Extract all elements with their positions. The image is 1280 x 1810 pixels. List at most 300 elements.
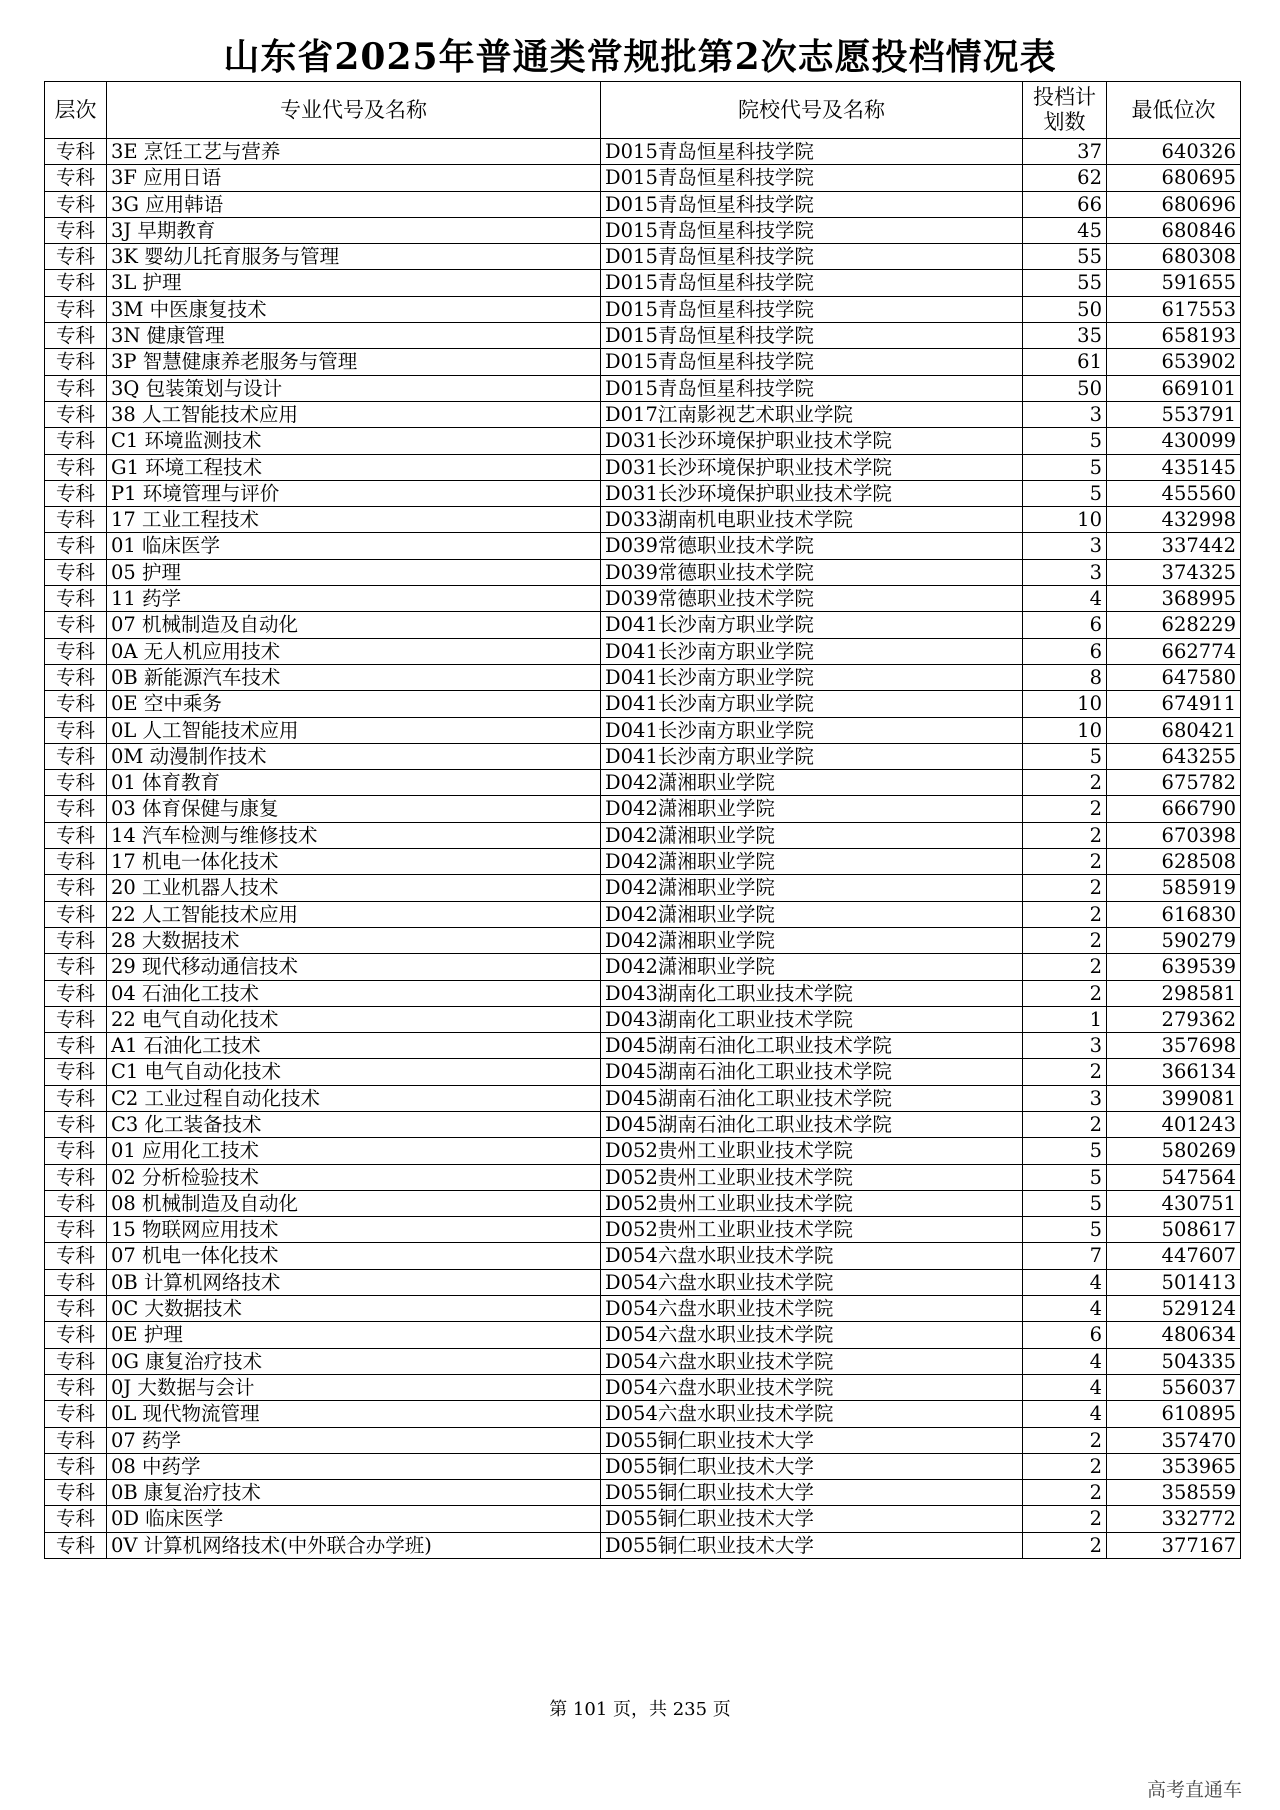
cell-plan: 5 <box>1023 428 1107 454</box>
cell-plan: 2 <box>1023 1059 1107 1085</box>
table-row <box>45 296 1241 322</box>
table-row <box>45 244 1241 270</box>
cell-level: 专科 <box>45 559 107 585</box>
cell-rank: 590279 <box>1107 927 1241 953</box>
cell-level: 专科 <box>45 1322 107 1348</box>
cell-rank: 670398 <box>1107 822 1241 848</box>
cell-school: D055铜仁职业技术大学 <box>601 1480 1023 1506</box>
cell-plan: 5 <box>1023 454 1107 480</box>
cell-rank: 357698 <box>1107 1033 1241 1059</box>
cell-rank: 447607 <box>1107 1243 1241 1269</box>
cell-major: 0E 空中乘务 <box>107 691 601 717</box>
cell-major: 3J 早期教育 <box>107 217 601 243</box>
table-row <box>45 717 1241 743</box>
cell-rank: 368995 <box>1107 586 1241 612</box>
cell-school: D039常德职业技术学院 <box>601 559 1023 585</box>
table-row <box>45 1427 1241 1453</box>
cell-level: 专科 <box>45 743 107 769</box>
cell-rank: 639539 <box>1107 954 1241 980</box>
cell-major: 0L 现代物流管理 <box>107 1401 601 1427</box>
cell-level: 专科 <box>45 586 107 612</box>
cell-level: 专科 <box>45 507 107 533</box>
admission-table <box>44 81 1241 1559</box>
cell-major: P1 环境管理与评价 <box>107 480 601 506</box>
cell-plan: 37 <box>1023 139 1107 165</box>
header-plan-line1: 投档计 <box>1033 85 1096 109</box>
table-row <box>45 1111 1241 1137</box>
cell-school: D042潇湘职业学院 <box>601 875 1023 901</box>
cell-major: 08 中药学 <box>107 1453 601 1479</box>
cell-school: D054六盘水职业技术学院 <box>601 1401 1023 1427</box>
cell-major: 22 人工智能技术应用 <box>107 901 601 927</box>
cell-rank: 680421 <box>1107 717 1241 743</box>
cell-rank: 669101 <box>1107 375 1241 401</box>
cell-plan: 2 <box>1023 770 1107 796</box>
cell-school: D031长沙环境保护职业技术学院 <box>601 480 1023 506</box>
cell-plan: 5 <box>1023 1164 1107 1190</box>
table-row <box>45 743 1241 769</box>
cell-major: 3M 中医康复技术 <box>107 296 601 322</box>
table-row <box>45 480 1241 506</box>
table-row <box>45 586 1241 612</box>
cell-plan: 3 <box>1023 533 1107 559</box>
cell-school: D045湖南石油化工职业技术学院 <box>601 1033 1023 1059</box>
table-row <box>45 1006 1241 1032</box>
cell-rank: 432998 <box>1107 507 1241 533</box>
cell-major: 07 机械制造及自动化 <box>107 612 601 638</box>
cell-major: 3P 智慧健康养老服务与管理 <box>107 349 601 375</box>
cell-level: 专科 <box>45 1401 107 1427</box>
cell-level: 专科 <box>45 1506 107 1532</box>
page-footer: 第 101 页，共 235 页 <box>549 1699 731 1720</box>
cell-level: 专科 <box>45 1111 107 1137</box>
cell-school: D039常德职业技术学院 <box>601 586 1023 612</box>
cell-school: D042潇湘职业学院 <box>601 954 1023 980</box>
cell-school: D042潇湘职业学院 <box>601 796 1023 822</box>
cell-major: 07 药学 <box>107 1427 601 1453</box>
cell-rank: 680846 <box>1107 217 1241 243</box>
cell-major: 15 物联网应用技术 <box>107 1217 601 1243</box>
cell-school: D052贵州工业职业技术学院 <box>601 1217 1023 1243</box>
cell-level: 专科 <box>45 849 107 875</box>
cell-school: D052贵州工业职业技术学院 <box>601 1138 1023 1164</box>
cell-level: 专科 <box>45 270 107 296</box>
cell-major: A1 石油化工技术 <box>107 1033 601 1059</box>
table-row <box>45 270 1241 296</box>
table-row <box>45 1033 1241 1059</box>
table-row <box>45 349 1241 375</box>
cell-school: D054六盘水职业技术学院 <box>601 1243 1023 1269</box>
cell-school: D015青岛恒星科技学院 <box>601 191 1023 217</box>
cell-rank: 435145 <box>1107 454 1241 480</box>
cell-major: C1 环境监测技术 <box>107 428 601 454</box>
cell-school: D041长沙南方职业学院 <box>601 691 1023 717</box>
cell-level: 专科 <box>45 1427 107 1453</box>
table-row <box>45 1374 1241 1400</box>
cell-rank: 401243 <box>1107 1111 1241 1137</box>
table-row <box>45 1138 1241 1164</box>
cell-major: 3L 护理 <box>107 270 601 296</box>
table-row <box>45 954 1241 980</box>
cell-school: D054六盘水职业技术学院 <box>601 1348 1023 1374</box>
cell-major: 08 机械制造及自动化 <box>107 1190 601 1216</box>
cell-plan: 55 <box>1023 270 1107 296</box>
cell-school: D015青岛恒星科技学院 <box>601 217 1023 243</box>
cell-major: 0B 康复治疗技术 <box>107 1480 601 1506</box>
cell-rank: 508617 <box>1107 1217 1241 1243</box>
cell-major: 0B 新能源汽车技术 <box>107 664 601 690</box>
cell-school: D054六盘水职业技术学院 <box>601 1374 1023 1400</box>
cell-school: D043湖南化工职业技术学院 <box>601 1006 1023 1032</box>
table-row <box>45 454 1241 480</box>
table-row <box>45 1164 1241 1190</box>
cell-rank: 585919 <box>1107 875 1241 901</box>
cell-level: 专科 <box>45 1453 107 1479</box>
table-row <box>45 1348 1241 1374</box>
cell-plan: 55 <box>1023 244 1107 270</box>
cell-school: D042潇湘职业学院 <box>601 822 1023 848</box>
cell-level: 专科 <box>45 480 107 506</box>
cell-rank: 591655 <box>1107 270 1241 296</box>
cell-school: D015青岛恒星科技学院 <box>601 270 1023 296</box>
cell-plan: 62 <box>1023 165 1107 191</box>
cell-level: 专科 <box>45 1374 107 1400</box>
cell-plan: 3 <box>1023 401 1107 427</box>
table-row <box>45 559 1241 585</box>
table-row <box>45 507 1241 533</box>
table-row <box>45 1453 1241 1479</box>
cell-rank: 643255 <box>1107 743 1241 769</box>
cell-school: D045湖南石油化工职业技术学院 <box>601 1111 1023 1137</box>
cell-level: 专科 <box>45 191 107 217</box>
header-plan <box>1023 82 1107 139</box>
cell-plan: 4 <box>1023 1348 1107 1374</box>
cell-school: D017江南影视艺术职业学院 <box>601 401 1023 427</box>
cell-major: C1 电气自动化技术 <box>107 1059 601 1085</box>
cell-major: 28 大数据技术 <box>107 927 601 953</box>
cell-plan: 8 <box>1023 664 1107 690</box>
cell-plan: 2 <box>1023 1427 1107 1453</box>
cell-level: 专科 <box>45 691 107 717</box>
cell-plan: 50 <box>1023 375 1107 401</box>
cell-plan: 7 <box>1023 1243 1107 1269</box>
cell-level: 专科 <box>45 1243 107 1269</box>
cell-school: D045湖南石油化工职业技术学院 <box>601 1059 1023 1085</box>
cell-plan: 10 <box>1023 507 1107 533</box>
cell-level: 专科 <box>45 1190 107 1216</box>
cell-major: 3K 婴幼儿托育服务与管理 <box>107 244 601 270</box>
cell-school: D055铜仁职业技术大学 <box>601 1427 1023 1453</box>
cell-level: 专科 <box>45 1006 107 1032</box>
cell-major: 38 人工智能技术应用 <box>107 401 601 427</box>
cell-major: 05 护理 <box>107 559 601 585</box>
cell-level: 专科 <box>45 165 107 191</box>
cell-level: 专科 <box>45 927 107 953</box>
cell-plan: 66 <box>1023 191 1107 217</box>
table-row <box>45 638 1241 664</box>
cell-major: 0V 计算机网络技术(中外联合办学班) <box>107 1532 601 1558</box>
cell-rank: 647580 <box>1107 664 1241 690</box>
cell-major: 02 分析检验技术 <box>107 1164 601 1190</box>
cell-plan: 6 <box>1023 1322 1107 1348</box>
cell-rank: 501413 <box>1107 1269 1241 1295</box>
cell-major: 03 体育保健与康复 <box>107 796 601 822</box>
table-row <box>45 323 1241 349</box>
cell-school: D052贵州工业职业技术学院 <box>601 1164 1023 1190</box>
table-row <box>45 612 1241 638</box>
cell-major: 11 药学 <box>107 586 601 612</box>
cell-plan: 35 <box>1023 323 1107 349</box>
cell-plan: 3 <box>1023 559 1107 585</box>
table-row <box>45 1401 1241 1427</box>
cell-rank: 628508 <box>1107 849 1241 875</box>
cell-plan: 2 <box>1023 927 1107 953</box>
cell-level: 专科 <box>45 1085 107 1111</box>
cell-plan: 1 <box>1023 1006 1107 1032</box>
table-row <box>45 770 1241 796</box>
cell-rank: 640326 <box>1107 139 1241 165</box>
cell-plan: 4 <box>1023 1296 1107 1322</box>
cell-level: 专科 <box>45 454 107 480</box>
cell-rank: 616830 <box>1107 901 1241 927</box>
cell-level: 专科 <box>45 1164 107 1190</box>
cell-level: 专科 <box>45 1217 107 1243</box>
cell-plan: 2 <box>1023 1453 1107 1479</box>
cell-rank: 504335 <box>1107 1348 1241 1374</box>
cell-rank: 430751 <box>1107 1190 1241 1216</box>
table-row <box>45 375 1241 401</box>
table-row <box>45 401 1241 427</box>
cell-rank: 332772 <box>1107 1506 1241 1532</box>
table-row <box>45 1085 1241 1111</box>
cell-plan: 4 <box>1023 586 1107 612</box>
cell-major: 0J 大数据与会计 <box>107 1374 601 1400</box>
cell-major: 0L 人工智能技术应用 <box>107 717 601 743</box>
header-major: 专业代号及名称 <box>107 82 601 139</box>
cell-school: D054六盘水职业技术学院 <box>601 1322 1023 1348</box>
cell-level: 专科 <box>45 980 107 1006</box>
cell-plan: 3 <box>1023 1033 1107 1059</box>
cell-rank: 337442 <box>1107 533 1241 559</box>
cell-rank: 480634 <box>1107 1322 1241 1348</box>
cell-plan: 2 <box>1023 901 1107 927</box>
cell-school: D055铜仁职业技术大学 <box>601 1453 1023 1479</box>
cell-rank: 628229 <box>1107 612 1241 638</box>
cell-level: 专科 <box>45 1269 107 1295</box>
cell-school: D039常德职业技术学院 <box>601 533 1023 559</box>
cell-major: 17 工业工程技术 <box>107 507 601 533</box>
cell-level: 专科 <box>45 139 107 165</box>
cell-major: 22 电气自动化技术 <box>107 1006 601 1032</box>
table-row <box>45 796 1241 822</box>
cell-plan: 61 <box>1023 349 1107 375</box>
cell-plan: 5 <box>1023 480 1107 506</box>
cell-school: D015青岛恒星科技学院 <box>601 244 1023 270</box>
table-row <box>45 1506 1241 1532</box>
cell-level: 专科 <box>45 770 107 796</box>
table-row <box>45 849 1241 875</box>
table-header-row <box>45 82 1241 139</box>
cell-major: 0G 康复治疗技术 <box>107 1348 601 1374</box>
cell-school: D015青岛恒星科技学院 <box>601 139 1023 165</box>
cell-rank: 680308 <box>1107 244 1241 270</box>
cell-level: 专科 <box>45 664 107 690</box>
table-body <box>45 139 1241 1559</box>
table-row <box>45 1243 1241 1269</box>
cell-rank: 680695 <box>1107 165 1241 191</box>
cell-rank: 279362 <box>1107 1006 1241 1032</box>
cell-plan: 2 <box>1023 796 1107 822</box>
table-row <box>45 165 1241 191</box>
cell-level: 专科 <box>45 1296 107 1322</box>
cell-rank: 680696 <box>1107 191 1241 217</box>
cell-level: 专科 <box>45 1138 107 1164</box>
table-row <box>45 1532 1241 1558</box>
cell-rank: 399081 <box>1107 1085 1241 1111</box>
cell-school: D015青岛恒星科技学院 <box>601 165 1023 191</box>
cell-school: D055铜仁职业技术大学 <box>601 1532 1023 1558</box>
cell-rank: 357470 <box>1107 1427 1241 1453</box>
cell-plan: 2 <box>1023 822 1107 848</box>
cell-major: 3F 应用日语 <box>107 165 601 191</box>
cell-plan: 3 <box>1023 1085 1107 1111</box>
cell-major: 0C 大数据技术 <box>107 1296 601 1322</box>
cell-plan: 2 <box>1023 875 1107 901</box>
table-row <box>45 822 1241 848</box>
cell-major: 3Q 包装策划与设计 <box>107 375 601 401</box>
cell-major: 07 机电一体化技术 <box>107 1243 601 1269</box>
cell-school: D041长沙南方职业学院 <box>601 612 1023 638</box>
page-title: 山东省2025年普通类常规批第2次志愿投档情况表 <box>223 36 1057 78</box>
cell-major: 0D 临床医学 <box>107 1506 601 1532</box>
cell-level: 专科 <box>45 244 107 270</box>
cell-major: 01 应用化工技术 <box>107 1138 601 1164</box>
cell-school: D031长沙环境保护职业技术学院 <box>601 454 1023 480</box>
cell-plan: 2 <box>1023 980 1107 1006</box>
cell-school: D042潇湘职业学院 <box>601 770 1023 796</box>
cell-rank: 610895 <box>1107 1401 1241 1427</box>
cell-major: 0M 动漫制作技术 <box>107 743 601 769</box>
cell-level: 专科 <box>45 796 107 822</box>
cell-level: 专科 <box>45 428 107 454</box>
cell-major: 3E 烹饪工艺与营养 <box>107 139 601 165</box>
cell-school: D041长沙南方职业学院 <box>601 717 1023 743</box>
cell-rank: 377167 <box>1107 1532 1241 1558</box>
cell-school: D031长沙环境保护职业技术学院 <box>601 428 1023 454</box>
cell-school: D054六盘水职业技术学院 <box>601 1269 1023 1295</box>
cell-major: 20 工业机器人技术 <box>107 875 601 901</box>
cell-major: 0E 护理 <box>107 1322 601 1348</box>
cell-level: 专科 <box>45 875 107 901</box>
table-row <box>45 191 1241 217</box>
table-row <box>45 1059 1241 1085</box>
cell-plan: 4 <box>1023 1269 1107 1295</box>
cell-rank: 430099 <box>1107 428 1241 454</box>
cell-level: 专科 <box>45 822 107 848</box>
cell-rank: 547564 <box>1107 1164 1241 1190</box>
table-row <box>45 1480 1241 1506</box>
cell-school: D015青岛恒星科技学院 <box>601 296 1023 322</box>
cell-level: 专科 <box>45 349 107 375</box>
header-plan-line2: 划数 <box>1043 110 1086 134</box>
cell-rank: 298581 <box>1107 980 1241 1006</box>
cell-level: 专科 <box>45 1059 107 1085</box>
cell-rank: 353965 <box>1107 1453 1241 1479</box>
cell-major: 01 体育教育 <box>107 770 601 796</box>
cell-school: D042潇湘职业学院 <box>601 849 1023 875</box>
table-row <box>45 533 1241 559</box>
cell-plan: 5 <box>1023 1190 1107 1216</box>
cell-school: D015青岛恒星科技学院 <box>601 323 1023 349</box>
cell-plan: 10 <box>1023 717 1107 743</box>
cell-rank: 556037 <box>1107 1374 1241 1400</box>
cell-plan: 6 <box>1023 638 1107 664</box>
cell-level: 专科 <box>45 533 107 559</box>
cell-major: 04 石油化工技术 <box>107 980 601 1006</box>
cell-plan: 5 <box>1023 743 1107 769</box>
cell-school: D042潇湘职业学院 <box>601 901 1023 927</box>
cell-major: 3N 健康管理 <box>107 323 601 349</box>
cell-school: D043湖南化工职业技术学院 <box>601 980 1023 1006</box>
cell-rank: 580269 <box>1107 1138 1241 1164</box>
table-row <box>45 1322 1241 1348</box>
watermark: 高考直通车 <box>1146 1779 1242 1801</box>
cell-rank: 675782 <box>1107 770 1241 796</box>
cell-plan: 45 <box>1023 217 1107 243</box>
cell-rank: 617553 <box>1107 296 1241 322</box>
cell-level: 专科 <box>45 1532 107 1558</box>
table-row <box>45 901 1241 927</box>
cell-school: D045湖南石油化工职业技术学院 <box>601 1085 1023 1111</box>
cell-major: 17 机电一体化技术 <box>107 849 601 875</box>
header-rank: 最低位次 <box>1107 82 1241 139</box>
cell-school: D042潇湘职业学院 <box>601 927 1023 953</box>
cell-plan: 5 <box>1023 1138 1107 1164</box>
cell-plan: 4 <box>1023 1401 1107 1427</box>
table-row <box>45 217 1241 243</box>
cell-rank: 674911 <box>1107 691 1241 717</box>
cell-school: D041长沙南方职业学院 <box>601 664 1023 690</box>
cell-rank: 455560 <box>1107 480 1241 506</box>
cell-plan: 2 <box>1023 1506 1107 1532</box>
cell-rank: 653902 <box>1107 349 1241 375</box>
cell-rank: 366134 <box>1107 1059 1241 1085</box>
cell-plan: 2 <box>1023 1111 1107 1137</box>
header-school: 院校代号及名称 <box>601 82 1023 139</box>
cell-rank: 358559 <box>1107 1480 1241 1506</box>
cell-plan: 2 <box>1023 954 1107 980</box>
cell-level: 专科 <box>45 375 107 401</box>
cell-major: 01 临床医学 <box>107 533 601 559</box>
cell-school: D055铜仁职业技术大学 <box>601 1506 1023 1532</box>
cell-school: D033湖南机电职业技术学院 <box>601 507 1023 533</box>
cell-school: D041长沙南方职业学院 <box>601 743 1023 769</box>
table-row <box>45 927 1241 953</box>
cell-level: 专科 <box>45 296 107 322</box>
cell-level: 专科 <box>45 954 107 980</box>
table-row <box>45 875 1241 901</box>
cell-school: D054六盘水职业技术学院 <box>601 1296 1023 1322</box>
cell-plan: 2 <box>1023 849 1107 875</box>
table-row <box>45 428 1241 454</box>
cell-rank: 666790 <box>1107 796 1241 822</box>
cell-school: D015青岛恒星科技学院 <box>601 375 1023 401</box>
cell-school: D015青岛恒星科技学院 <box>601 349 1023 375</box>
table-row <box>45 139 1241 165</box>
cell-rank: 553791 <box>1107 401 1241 427</box>
cell-plan: 2 <box>1023 1532 1107 1558</box>
table-row <box>45 664 1241 690</box>
